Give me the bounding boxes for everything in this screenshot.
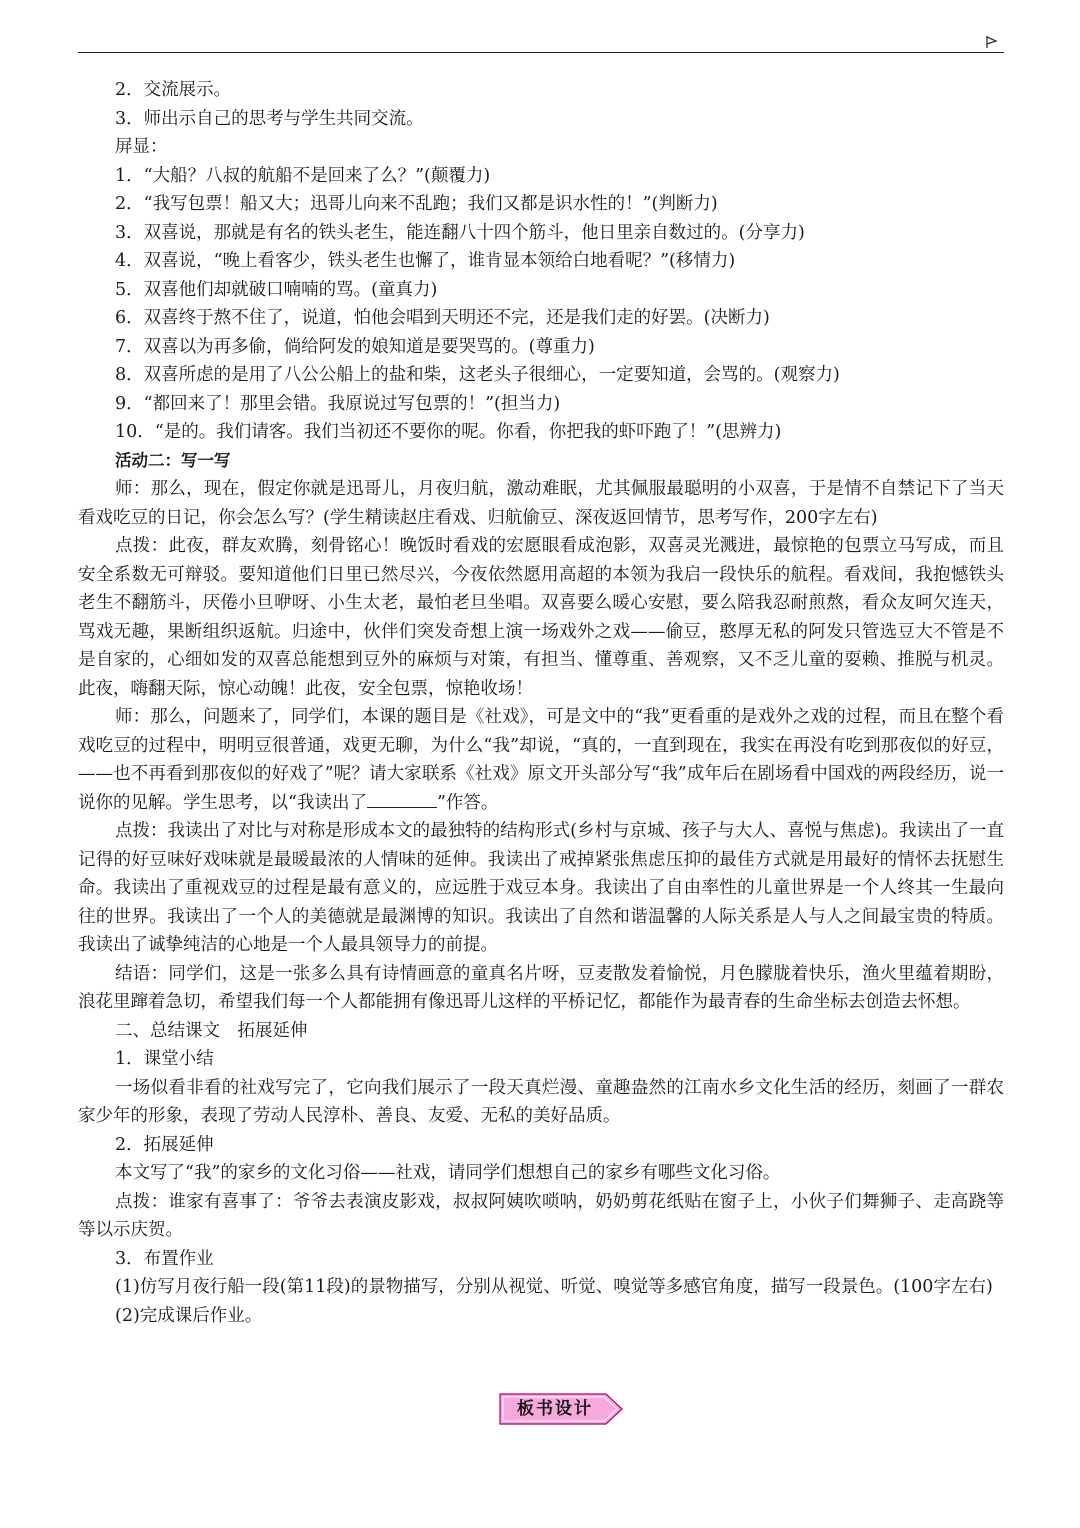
badge-label: 板书设计 bbox=[517, 1399, 593, 1419]
activity-heading: 活动二：写一写 bbox=[115, 450, 231, 470]
section-title: 二、总结课文 拓展延伸 bbox=[115, 1020, 308, 1041]
list-item: 4．双喜说，“晚上看客少，铁头老生也懈了，谁肯显本领给白地看呢？”(移情力) bbox=[115, 251, 736, 271]
list-item: 3．师出示自己的思考与学生共同交流。 bbox=[115, 108, 424, 129]
list-item: 9．“都回来了！那里会错。我原说过写包票的！”(担当力) bbox=[115, 393, 561, 414]
list-item: 3．双喜说，那就是有名的铁头老生，能连翻八十四个筋斗，他日里亲自数过的。(分享力) bbox=[115, 222, 805, 243]
list-item: 1．“大船？八叔的航船不是回来了么？”(颠覆力) bbox=[115, 165, 491, 186]
tip-paragraph: 点拨：我读出了对比与对称是形成本文的最独特的结构形式(乡村与京城、孩子与大人、喜悦与焦虑)。我读出了一直记得的好豆味好戏味就是最暖最浓的人情味的延伸。我读出了戒掉紧张焦虑压抑的最佳方式就是用最好的情怀去抚慰生命。我读出了重视戏豆的过程是最有意义的，应远胜于戏豆本身。我读出了自由率性的儿童世界是一个人终其一生最向往的世界。我读出了一个人的美德就是最渊博的知识。我读出了自然和谐温馨的人际关系是人与人之间最宝贵的特质。我读出了诚挚纯洁的心地是一个人最具领导力的前提。 bbox=[78, 821, 1004, 955]
teacher-prompt: 师：那么，现在，假定你就是迅哥儿，月夜归航，激动难眠，尤其佩服最聪明的小双喜，于是情不自禁记下了当天看戏吃豆的日记，你会怎么写？(学生精读赵庄看戏、归航偷豆、深夜返回情节，思考写作，200字左右) bbox=[78, 479, 1004, 528]
subsection-title: 1．课堂小结 bbox=[115, 1049, 214, 1069]
question-text-end: ”作答。 bbox=[436, 792, 499, 813]
conclusion-paragraph: 结语：同学们，这是一张多么具有诗情画意的童真名片呀，豆麦散发着愉悦，月色朦胧着快乐，渔火里蕴着期盼，浪花里蹿着急切，希望我们每一个人都能拥有像迅哥儿这样的平桥记忆，都能作为最青春的生命坐标去创造去怀想。 bbox=[78, 963, 1004, 1012]
question-text: 师：那么，问题来了，同学们，本课的题目是《社戏》，可是文中的“我”更看重的是戏外之戏的过程，而且在整个看戏吃豆的过程中，明明豆很普通，戏更无聊，为什么“我”却说，“真的，一直到现在，我实在再没有吃到那夜似的好豆，——也不再看到那夜似的好戏了”呢？请大家联系《社戏》原文开头部分写“我”成年后在剧场看中国戏的两段经历，说一说你的见解。学生思考，以“我读出了 bbox=[78, 707, 1004, 813]
homework-item: (2)完成课后作业。 bbox=[115, 1305, 263, 1326]
list-item: 7．双喜以为再多偷，倘给阿发的娘知道是要哭骂的。(尊重力) bbox=[115, 336, 595, 357]
list-item: 5．双喜他们却就破口喃喃的骂。(童真力) bbox=[115, 279, 438, 300]
tip-paragraph: 点拨：谁家有喜事了：爷爷去表演皮影戏，叔叔阿姨吹唢呐，奶奶剪花纸贴在窗子上，小伙子们舞狮子、走高跷等等以示庆贺。 bbox=[78, 1191, 1004, 1240]
subsection-title: 2．拓展延伸 bbox=[115, 1134, 214, 1155]
header-rule bbox=[78, 52, 1004, 53]
tip-paragraph: 点拨：此夜，群友欢腾，刻骨铭心！晚饭时看戏的宏愿眼看成泡影，双喜灵光溅进，最惊艳的包票立马写成，而且安全系数无可辩驳。要知道他们日里已然尽兴，今夜依然愿用高超的本领为我启一段快乐的航程。看戏间，我抱憾铁头老生不翻筋斗，厌倦小旦咿呀、小生太老，最怕老旦坐唱。双喜要么暖心安慰，要么陪我忍耐煎熬，看众友呵欠连天，骂戏无趣，果断组织返航。归途中，伙伴们突发奇想上演一场戏外之戏——偷豆，憨厚无私的阿发只管选豆大不管是不是自家的，心细如发的双喜总能想到豆外的麻烦与对策，有担当、懂尊重、善观察，又不乏儿童的耍赖、推脱与机灵。此夜，嗨翻天际，惊心动魄！此夜，安全包票，惊艳收场！ bbox=[78, 536, 1004, 699]
homework-item: (1)仿写月夜行船一段(第11段)的景物描写，分别从视觉、听觉、嗅觉等多感官角度，描写一段景色。(100字左右) bbox=[115, 1277, 993, 1297]
board-design-badge bbox=[498, 1392, 624, 1426]
list-item: 屏显： bbox=[115, 137, 168, 157]
flag-icon bbox=[984, 34, 1000, 50]
summary-paragraph: 一场似看非看的社戏写完了，它向我们展示了一段天真烂漫、童趣盎然的江南水乡文化生活的经历，刻画了一群农家少年的形象，表现了劳动人民淳朴、善良、友爱、无私的美好品质。 bbox=[78, 1077, 1004, 1126]
list-item: 2．“我写包票！船又大；迅哥儿向来不乱跑；我们又都是识水性的！”(判断力) bbox=[115, 194, 718, 214]
document-body bbox=[78, 76, 1004, 1330]
subsection-title: 3．布置作业 bbox=[115, 1248, 214, 1269]
extension-paragraph: 本文写了“我”的家乡的文化习俗——社戏，请同学们想想自己的家乡有哪些文化习俗。 bbox=[115, 1163, 781, 1183]
list-item: 10．“是的。我们请客。我们当初还不要你的呢。你看，你把我的虾吓跑了！”(思辨力) bbox=[115, 422, 782, 442]
list-item: 8．双喜所虑的是用了八公公船上的盐和柴，这老头子很细心，一定要知道，会骂的。(观察力) bbox=[115, 365, 840, 385]
list-item: 2．交流展示。 bbox=[115, 80, 232, 100]
answer-blank bbox=[367, 789, 437, 808]
list-item: 6．双喜终于熬不住了，说道，怕他会唱到天明还不完，还是我们走的好罢。(决断力) bbox=[115, 308, 770, 328]
teacher-question bbox=[78, 703, 1004, 817]
